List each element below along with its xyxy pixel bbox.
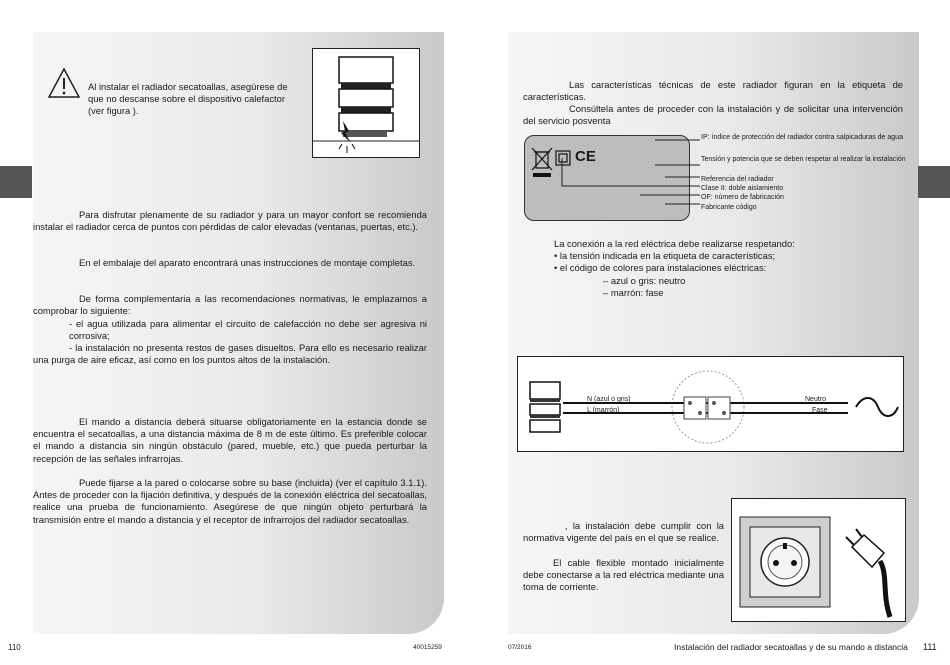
remote-fixing-paragraph: Puede fijarse a la pared o colocarse sobre su base (incluida) (ver el capítulo 3.1.1). Antes de proceder con la fijación definitiva, y después de la conexión eléctrica del secatoallas, realice una prueba de funcionamiento. Asegúrese de que ningún objeto perturbará la transmisión entre el mando a distancia y el receptor de infrarrojos del radiador secatoallas. <box>33 477 427 525</box>
recommendations-paragraph: De forma complementaria a las recomendaciones normativas, le emplazamos a comprobar lo siguiente: <box>33 293 427 317</box>
color-phase: – marrón: fase <box>603 287 664 298</box>
water-item: - el agua utilizada para alimentar el circuito de calefacción no debe ser agresiva ni corrosiva; <box>69 318 427 342</box>
warning-text: Al instalar el radiador secatoallas, asegúrese de que no descanse sobre el dispositivo calefactor (ver figura ). <box>88 81 288 117</box>
right-chapter-tab <box>918 166 950 198</box>
consult-paragraph: Consúltela antes de proceder con la instalación y de solicitar una intervención del servicio posventa <box>523 103 903 127</box>
neutral-label: Neutro <box>805 396 827 403</box>
warning-icon <box>47 67 81 99</box>
connection-intro: La conexión a la red eléctrica debe realizarse respetando: <box>554 238 795 249</box>
right-page-number: 111 <box>923 642 937 652</box>
connection-item-voltage: • la tensión indicada en la etiqueta de características; <box>554 250 776 261</box>
packaging-paragraph: En el embalaje del aparato encontrará unas instrucciones de montaje completas. <box>79 257 416 268</box>
regulations-paragraph: , la instalación debe cumplir con la normativa vigente del país en el que se realice. <box>523 520 724 544</box>
left-page-number: 110 <box>8 643 21 652</box>
socket-plug-illustration <box>732 499 905 621</box>
wiring-illustration <box>518 357 903 451</box>
comfort-paragraph: Para disfrutar plenamente de su radiador y para un mayor confort se recomienda instalar el radiador cerca de puntos con pérdidas de calor elevadas (ventanas, puertas, etc.). <box>33 209 427 233</box>
remote-location-paragraph: El mando a distancia deberá situarse obligatoriamente en la estancia donde se encuentra el secatoallas, a una distancia máxima de 8 m de este último. Es preferible colocar el mando a distancia sin ningún obstáculo (pared, mueble, etc.) que pueda perturbar la recepción de las señales infrarrojas. <box>33 416 427 464</box>
wiring-diagram <box>517 356 904 452</box>
doc-code: 40015259 <box>413 644 442 651</box>
flexible-cable-paragraph: El cable flexible montado inicialmente debe conectarse a la red eléctrica mediante una toma de corriente. <box>523 557 724 593</box>
annotation-ip: IP: índice de protección del radiador contra salpicaduras de agua <box>701 134 903 141</box>
annotation-voltage: Tensión y potencia que se deben respetar al realizar la instalación <box>701 156 906 163</box>
radiator-illustration <box>313 49 419 157</box>
annotation-of: OF: número de fabricación <box>701 194 784 201</box>
ce-mark: CE <box>575 148 596 165</box>
connection-item-colors: • el código de colores para instalaciones eléctricas: <box>554 262 767 273</box>
annotation-manufacturer: Fabricante código <box>701 204 757 211</box>
color-neutral: – azul o gris: neutro <box>603 275 686 286</box>
label-leader-lines <box>555 130 705 220</box>
date-code: 07/2016 <box>508 644 532 651</box>
phase-label: Fase <box>812 407 828 414</box>
annotation-reference: Referencia del radiador <box>701 176 774 183</box>
wire-l-label: L (marrón) <box>587 407 620 414</box>
annotation-class-ii: Clase II: doble aislamiento <box>701 185 784 192</box>
wire-n-label: N (azul o gris) <box>587 396 631 403</box>
socket-figure <box>731 498 906 622</box>
radiator-figure <box>312 48 420 158</box>
footer-title: Instalación del radiador secatoallas y de su mando a distancia <box>674 642 908 652</box>
gas-item: - la instalación no presenta restos de gases disueltos. Para ello es necesario realizar una purga de aire eficaz, así como en los puntos altos de la instalación. <box>33 342 427 366</box>
left-chapter-tab <box>0 166 32 198</box>
characteristics-paragraph: Las características técnicas de este radiador figuran en la etiqueta de características. <box>523 79 903 103</box>
